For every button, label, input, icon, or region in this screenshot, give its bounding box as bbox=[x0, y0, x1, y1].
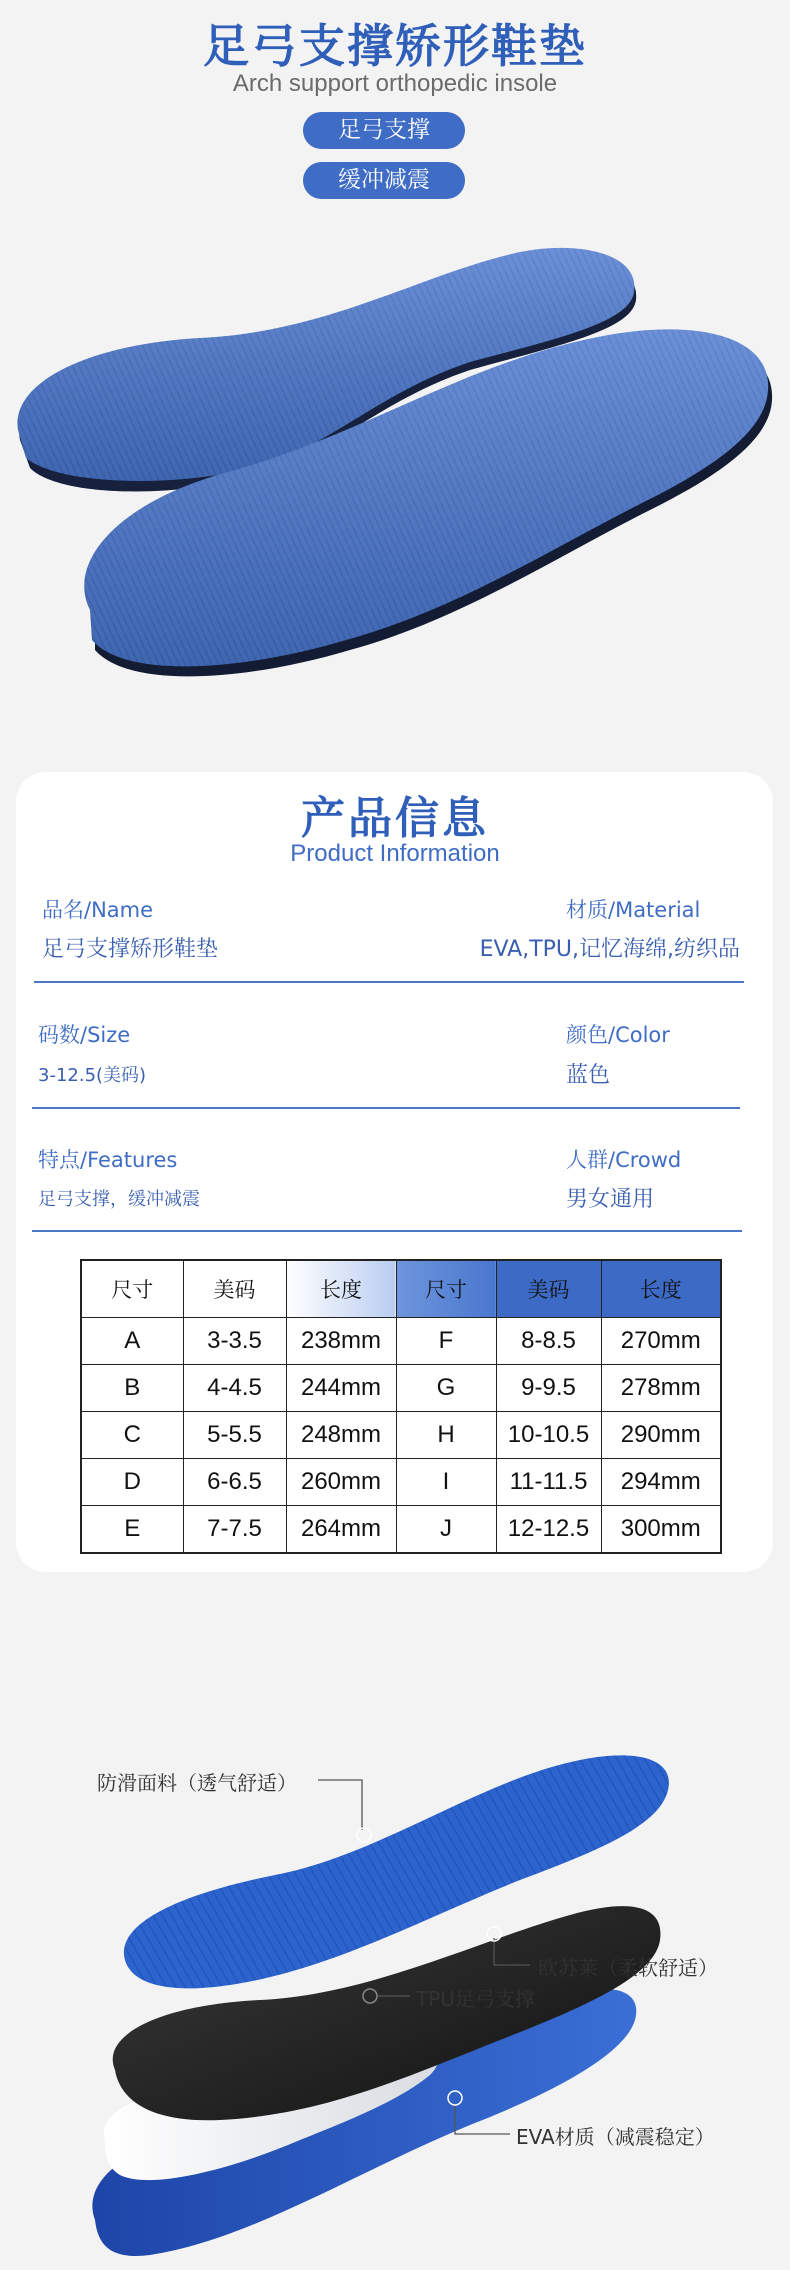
tag-arch-support: 足弓支撑 bbox=[303, 112, 465, 149]
name-value: 足弓支撑矫形鞋垫 bbox=[42, 937, 219, 962]
table-cell: 300mm bbox=[601, 1506, 721, 1554]
insoles-photo bbox=[0, 240, 790, 740]
material-label: 材质/Material bbox=[566, 898, 701, 922]
table-header-cell: 美码 bbox=[496, 1260, 601, 1318]
table-cell: 5-5.5 bbox=[183, 1412, 286, 1459]
table-header-cell: 长度 bbox=[286, 1260, 396, 1318]
table-cell: 244mm bbox=[286, 1365, 396, 1412]
label-tpu: TPU足弓支撑 bbox=[416, 1987, 535, 2011]
table-row bbox=[81, 1412, 721, 1459]
features-label: 特点/Features bbox=[38, 1148, 178, 1172]
table-row bbox=[81, 1318, 721, 1365]
table-header-cell: 尺寸 bbox=[396, 1260, 496, 1318]
size-value: 3-12.5(美码) bbox=[38, 1065, 147, 1086]
table-cell: 4-4.5 bbox=[183, 1365, 286, 1412]
label-ortholite: 欧苏莱（柔软舒适） bbox=[538, 1956, 718, 1980]
page-title: 足弓支撑矫形鞋垫 bbox=[203, 19, 587, 73]
table-row bbox=[81, 1365, 721, 1412]
table-cell: J bbox=[396, 1506, 496, 1554]
table-cell: 264mm bbox=[286, 1506, 396, 1554]
divider bbox=[32, 1107, 740, 1109]
table-cell: 9-9.5 bbox=[496, 1365, 601, 1412]
material-value: EVA,TPU,记忆海绵,纺织品 bbox=[479, 937, 740, 962]
table-cell: 7-7.5 bbox=[183, 1506, 286, 1554]
table-cell: H bbox=[396, 1412, 496, 1459]
table-cell: C bbox=[81, 1412, 183, 1459]
table-cell: B bbox=[81, 1365, 183, 1412]
divider bbox=[32, 1230, 742, 1232]
table-cell: 3-3.5 bbox=[183, 1318, 286, 1365]
size-table bbox=[80, 1259, 722, 1554]
features-value: 足弓支撑，缓冲减震 bbox=[38, 1189, 200, 1210]
label-eva: EVA材质（减震稳定） bbox=[516, 2125, 715, 2149]
table-cell: 248mm bbox=[286, 1412, 396, 1459]
table-cell: 278mm bbox=[601, 1365, 721, 1412]
crowd-label: 人群/Crowd bbox=[566, 1148, 682, 1172]
tag-cushioning: 缓冲减震 bbox=[303, 162, 465, 199]
divider bbox=[34, 981, 744, 983]
name-label: 品名/Name bbox=[42, 898, 154, 922]
table-cell: I bbox=[396, 1459, 496, 1506]
table-cell: 11-11.5 bbox=[496, 1459, 601, 1506]
table-cell: D bbox=[81, 1459, 183, 1506]
table-cell: 12-12.5 bbox=[496, 1506, 601, 1554]
product-info-title: 产品信息 bbox=[301, 793, 489, 844]
table-cell: 8-8.5 bbox=[496, 1318, 601, 1365]
table-cell: F bbox=[396, 1318, 496, 1365]
table-header-cell: 长度 bbox=[601, 1260, 721, 1318]
table-cell: 294mm bbox=[601, 1459, 721, 1506]
color-value: 蓝色 bbox=[566, 1063, 611, 1088]
table-header-cell: 尺寸 bbox=[81, 1260, 183, 1318]
table-cell: 6-6.5 bbox=[183, 1459, 286, 1506]
color-label: 颜色/Color bbox=[566, 1023, 670, 1047]
size-label: 码数/Size bbox=[38, 1023, 131, 1047]
table-row bbox=[81, 1459, 721, 1506]
table-cell: A bbox=[81, 1318, 183, 1365]
table-cell: G bbox=[396, 1365, 496, 1412]
table-row bbox=[81, 1506, 721, 1554]
page-subtitle: Arch support orthopedic insole bbox=[232, 70, 558, 97]
product-info-subtitle: Product Information bbox=[290, 840, 500, 867]
table-cell: 290mm bbox=[601, 1412, 721, 1459]
table-header-cell: 美码 bbox=[183, 1260, 286, 1318]
table-cell: 260mm bbox=[286, 1459, 396, 1506]
crowd-value: 男女通用 bbox=[566, 1187, 655, 1212]
label-anti-slip: 防滑面料（透气舒适） bbox=[97, 1771, 297, 1795]
table-cell: E bbox=[81, 1506, 183, 1554]
table-header-row bbox=[81, 1260, 721, 1318]
table-cell: 270mm bbox=[601, 1318, 721, 1365]
table-cell: 238mm bbox=[286, 1318, 396, 1365]
table-cell: 10-10.5 bbox=[496, 1412, 601, 1459]
